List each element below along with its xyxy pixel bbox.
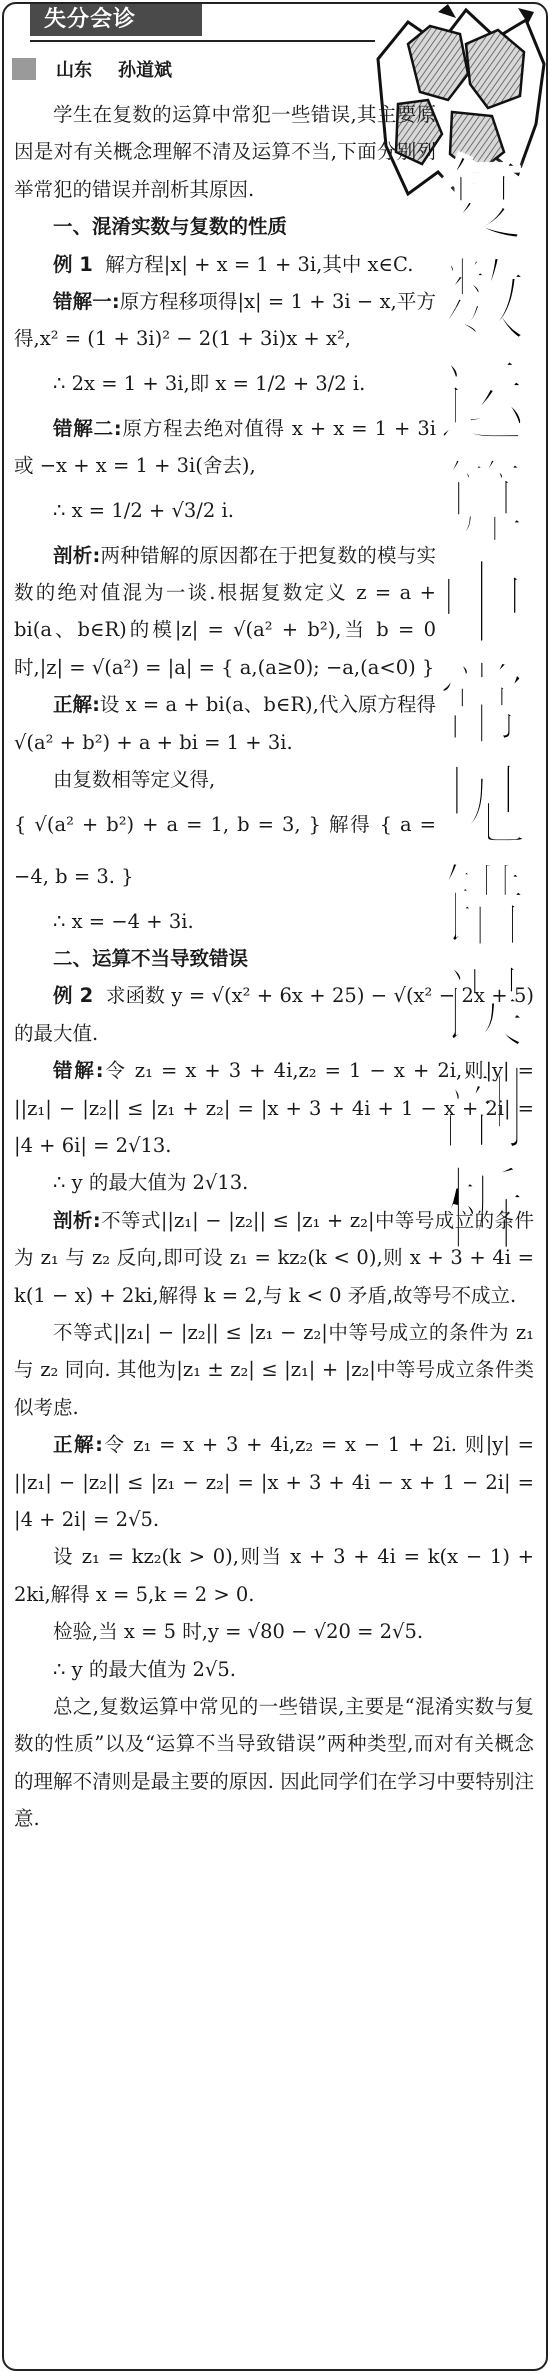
analysis-1-label: 剖析:: [53, 543, 101, 567]
correct-solution-1-result: ∴ x = −4 + 3i.: [53, 909, 194, 933]
wrong-solution-3-text: 令 z₁ = x + 3 + 4i,z₂ = 1 − x + 2i,则|y| = ||z₁| − |z₂|| ≤ |z₁ + z₂| = |x + 3 + 4i + 1 − x + 2i| = |4 + 6i| = 2√13.: [14, 1059, 534, 1157]
example-1: [14, 246, 436, 283]
correct-solution-2-set: 设 z₁ = kz₂(k > 0),则当 x + 3 + 4i = k(x − 1) + 2ki,解得 x = 5,k = 2 > 0.: [14, 1545, 534, 1606]
title-char: 误: [435, 955, 528, 1062]
analysis-2-text: 不等式||z₁| − |z₂|| ≤ |z₁ + z₂|中等号成立的条件为 z₁ 与 z₂ 反向,即可设 z₁ = kz₂(k < 0),则 x + 3 + 4i = k(1 − x) + 2ki,解得 k = 2,与 k < 0 矛盾,故等号不成立.: [14, 1208, 534, 1307]
analysis-1-text: 两种错解的原因都在于把复数的模与实数的绝对值混为一谈.根据复数定义 z = a + bi(a、b∈R)的模|z| = √(a² + b²),当 b = 0 时,|z| = √(a²) = |a| = { a,(a≥0); −a,(a<0) }: [14, 543, 436, 679]
wrong-solution-2: [14, 410, 436, 485]
correct-solution-2: [14, 1426, 534, 1538]
author-marker: [12, 58, 36, 80]
section-2-block: [14, 977, 534, 1837]
correct-solution-2-label: 正解:: [53, 1433, 103, 1457]
summary-paragraph: 总之,复数运算中常见的一些错误,主要是“混淆实数与复数的性质”以及“运算不当导致错误”两种类型,而对有关概念的理解不清则是最主要的原因. 因此同学们在学习中要特别注意.: [14, 1695, 534, 1831]
wrong-solution-1-text: 原方程移项得|x| = 1 + 3i − x,平方得,x² = (1 + 3i)² − 2(1 + 3i)x + x²,: [14, 290, 436, 351]
correct-solution-1: [14, 686, 436, 761]
correct-solution-2-text: 令 z₁ = x + 3 + 4i,z₂ = x − 1 + 2i. 则|y| = ||z₁| − |z₂|| ≤ |z₁ − z₂| = |x + 3 + 4i − x + 1 − 2i| = |4 + 2i| = 2√5.: [14, 1433, 534, 1531]
wrong-solution-2-result: ∴ x = 1/2 + √3/2 i.: [53, 498, 234, 522]
title-char: 复: [435, 147, 528, 254]
section-heading-1: 一、混淆实数与复数的性质: [53, 215, 288, 239]
wrong-solution-3-label: 错解:: [53, 1059, 104, 1083]
analysis-2-more: 不等式||z₁| − |z₂|| ≤ |z₁ − z₂|中等号成立的条件为 z₁ 与 z₂ 同向. 其他为|z₁ ± z₂| ≤ |z₁| + |z₂|中等号成立条件类似考虑.: [14, 1320, 534, 1419]
example-1-text: 解方程|x| + x = 1 + 3i,其中 x∈C.: [105, 252, 414, 276]
correct-solution-2-result: ∴ y 的最大值为 2√5.: [53, 1657, 236, 1681]
analysis-2: [14, 1202, 534, 1314]
example-2-text: 求函数 y = √(x² + 6x + 25) − √(x² − 2x + 5) 的最大值.: [14, 984, 534, 1045]
title-char: 析: [435, 1157, 528, 1264]
wrong-solution-3: [14, 1052, 534, 1164]
author-region: 山东: [56, 60, 92, 81]
wrong-solution-2-label: 错解二:: [53, 416, 122, 440]
wrong-solution-2-text: 原方程去绝对值得 x + x = 1 + 3i 或 −x + x = 1 + 3i(舍去),: [14, 416, 436, 478]
correct-solution-2-check: 检验,当 x = 5 时,y = √80 − √20 = 2√5.: [53, 1620, 424, 1644]
correct-solution-1-mid: 由复数相等定义得,: [53, 768, 216, 792]
column-name: 失分会诊: [30, 4, 202, 36]
intro-paragraph: 学生在复数的运算中常犯一些错误,其主要原因是对有关概念理解不清及运算不当,下面分别列举常犯的错误并剖析其原因.: [14, 103, 436, 201]
wrong-solution-1-result: ∴ 2x = 1 + 3i,即 x = 1/2 + 3/2 i.: [53, 371, 366, 395]
author-byline: [56, 56, 198, 82]
correct-solution-1-label: 正解:: [53, 693, 100, 717]
analysis-2-label: 剖析:: [53, 1208, 101, 1232]
title-char: 错: [435, 854, 528, 961]
analysis-1: [14, 537, 436, 687]
correct-solution-1-text: 设 x = a + bi(a、b∈R),代入原方程得√(a² + b²) + a + bi = 1 + 3i.: [14, 693, 436, 754]
title-char: 中: [435, 551, 528, 658]
title-char: 数: [435, 248, 528, 355]
title-char: 见: [435, 753, 528, 860]
title-char: 剖: [435, 1056, 528, 1163]
equation-system: { √(a² + b²) + a = 1, b = 3, } 解得 { a = −4, b = 3. }: [14, 812, 436, 888]
example-2: [14, 977, 534, 1052]
example-2-label: 例 2: [53, 984, 94, 1008]
wrong-solution-1-label: 错解一:: [53, 290, 120, 314]
section-heading-2: 二、运算不当导致错误: [53, 946, 249, 970]
header-rule: [30, 40, 375, 42]
title-char: 常: [435, 652, 528, 759]
wrong-solution-1: [14, 283, 436, 358]
title-char: 运: [435, 349, 528, 456]
article-body: [14, 96, 534, 1838]
wrong-solution-3-result: ∴ y 的最大值为 2√13.: [53, 1171, 249, 1195]
example-1-label: 例 1: [53, 252, 93, 276]
author-name: 孙道斌: [118, 60, 172, 81]
title-char: 算: [435, 450, 528, 557]
